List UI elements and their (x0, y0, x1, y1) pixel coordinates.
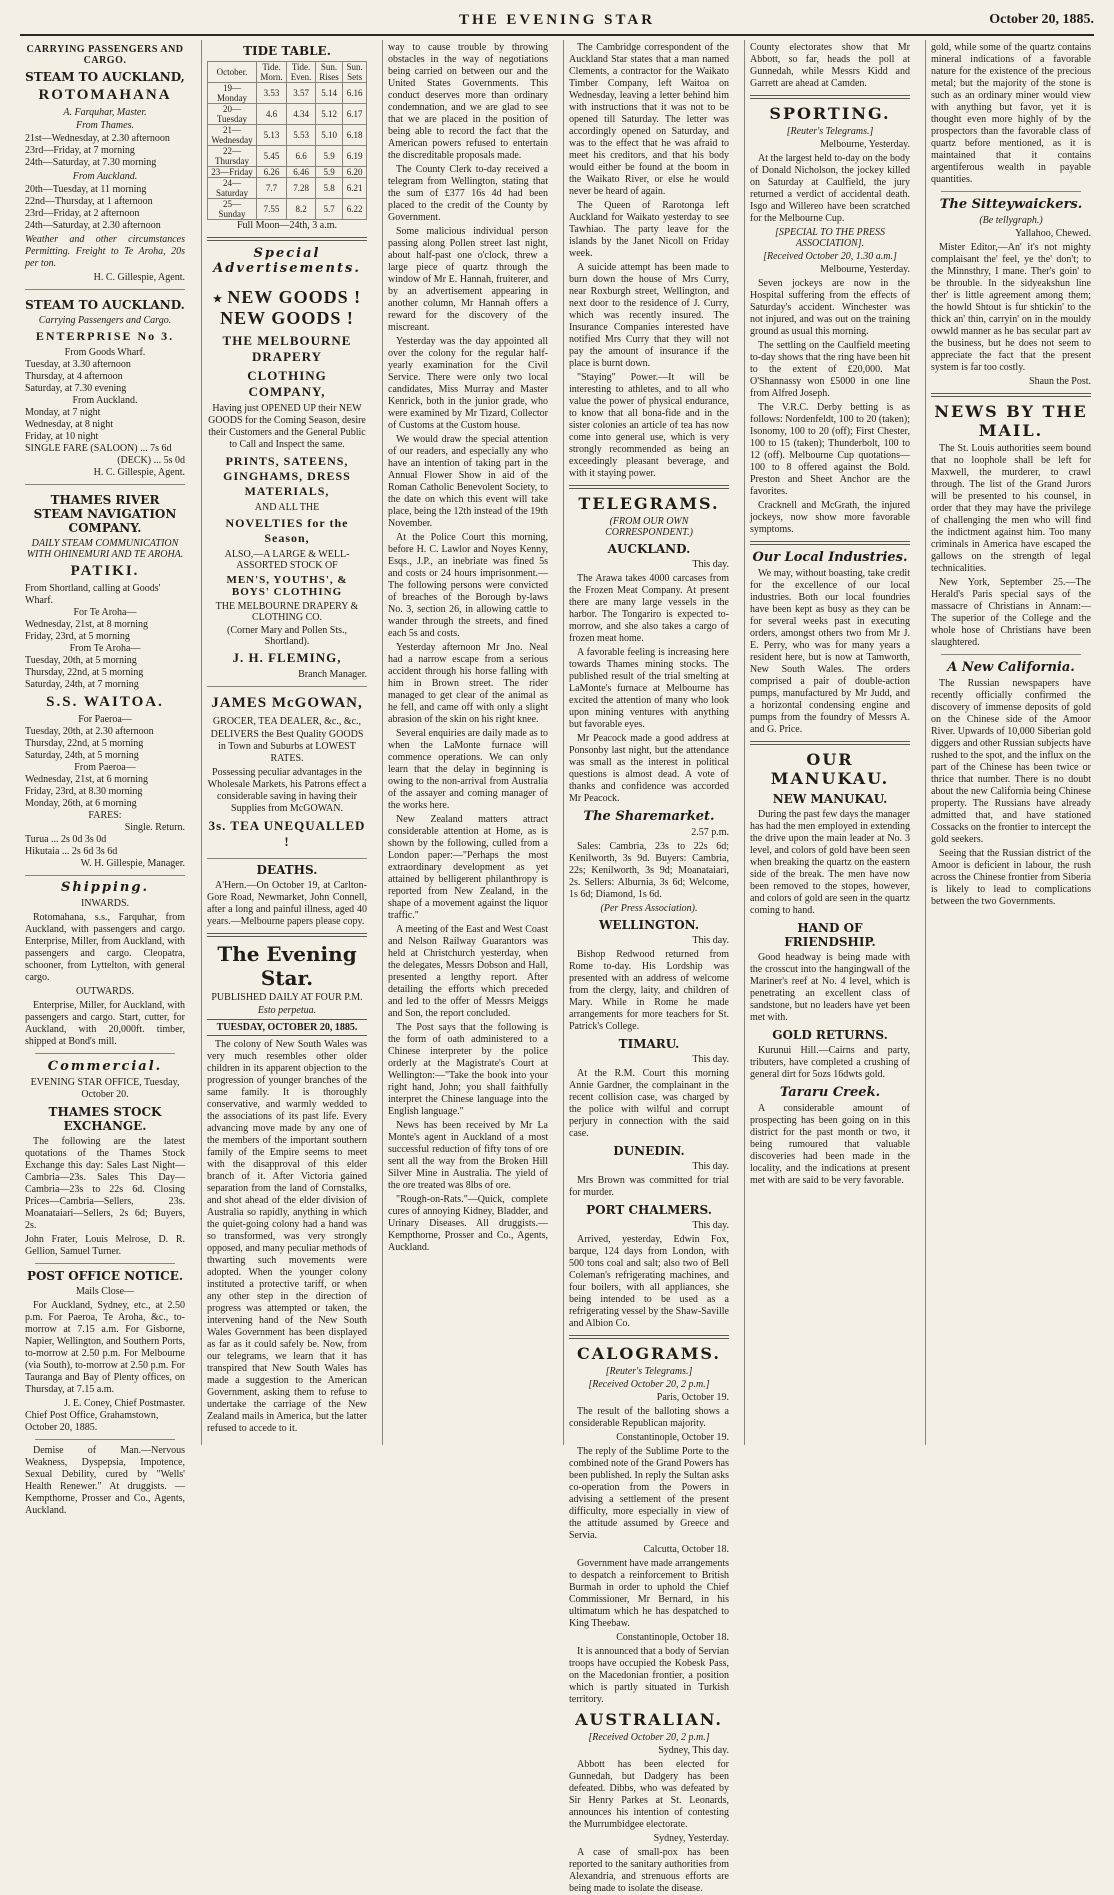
schedule-line: Tuesday, at 3.30 afternoon (25, 359, 131, 370)
grocer-trade: GROCER, TEA DEALER, &c., &c., (212, 716, 362, 727)
goods-list: PRINTS, SATEENS, GINGHAMS, DRESS MATERIALS, (223, 454, 351, 498)
article-paragraph: The Post says that the following is the form of oath administered to a Chinese interpreter by the police orderly at the Magistrate's Court at Wellington:—"Take the book into your right hand, John; you shall faithfully interpret the Chinese language into the English language." (388, 1022, 548, 1117)
double-rule (931, 393, 1091, 397)
sharemarket-head: The Sharemarket. (583, 809, 715, 824)
article-paragraph: We would draw the special attention of our readers, and especially any who have an intention of taking part in the Annual Flower Show in aid of the Roman Catholic Benevolent Society, to the date on which this event will take place, being the 12th instead of the 19th November. (388, 434, 548, 529)
shipping-head: Shipping. (61, 880, 149, 895)
tide-table-head: TIDE TABLE. (243, 44, 331, 58)
sitteywaickers-head: The Sitteywaickers. (939, 197, 1083, 212)
new-california-head: A New California. (947, 660, 1075, 675)
grocer-text-2: Possessing peculiar advantages in the Wholesale Markets, his Patrons effect a considerable saving in having their Supplies from McGOWAN. (207, 767, 367, 814)
calograms-sub: [Reuter's Telegrams.] (605, 1366, 693, 1377)
place-head: WELLINGTON. (598, 918, 700, 932)
schedule-line: Thursday, at 4 afternoon (25, 371, 123, 382)
schedule-line: Wednesday, at 8 night (25, 419, 113, 430)
table-cell: 5.9 (315, 167, 342, 178)
table-cell: 20—Tuesday (208, 104, 257, 125)
dateline: This day. (692, 1161, 729, 1172)
novelties-line: NOVELTIES for the Season, (225, 516, 349, 545)
table-cell: 5.12 (315, 104, 342, 125)
tararu-head: Tararu Creek. (779, 1085, 881, 1100)
article-paragraph: County electorates show that Mr Abbott, so far, heads the poll at Gunnedah, while Messrs Kidd and Garrett are ahead at Camden. (750, 42, 910, 89)
fares-head: FARES: (88, 810, 122, 821)
special-corr: [SPECIAL TO THE PRESS ASSOCIATION]. (775, 227, 885, 249)
masthead-date: October 20, 1885. (989, 12, 1094, 27)
article-paragraph: Several enquiries are daily made as to when the LaMonte furnace will commence operations. We can only learn that the delay in beginning is owing to the non-arrival from Australia of the assayer and coming manager of the works here. (388, 728, 548, 811)
hand-of-friendship-head: HAND OF FRIENDSHIP. (784, 921, 876, 949)
dateline: This day. (692, 935, 729, 946)
table-cell: 6.21 (343, 178, 367, 199)
schedule-line: Saturday, 24th, at 7 morning (25, 679, 139, 690)
melbourne-drapery-ad (207, 279, 367, 687)
table-cell: 3.53 (256, 83, 286, 104)
calograms-head: CALOGRAMS. (577, 1344, 721, 1363)
column-3 (382, 40, 553, 1445)
fare-line: Turua ... 2s 0d 3s 0d (25, 834, 107, 845)
ad-signature: H. C. Gillespie, Agent. (93, 467, 185, 478)
article-paragraph: Seven jockeys are now in the Hospital suffering from the effects of Saturday's accident. Winchester was not injured, and was out on the training ground as usual this morning. (750, 278, 910, 337)
schedule-line: 23rd—Friday, at 7 morning (25, 145, 135, 156)
mcgowan-ad (207, 687, 367, 859)
leader-text: The colony of New South Wales was very much resembles other older children in its apparent objection to the progression of younger branches of the same family. It is thoroughly conservative, and warmly wedded to the associations of its past life. Every advancing move made by any one of the members of the important southern family of the Empire seems to meet with the disapproval of this elder branch of it. After Victoria gained separation from the land of Cornstalks, and shot ahead of the elder division of Australia so rapidly, anything in which the quiet-going colony had a hand was so transformed, was very strongly opposed, and many peculiar methods of thwarting such movements were adopted. When the younger colony instituted a protective tariff, or when any other step in the direction of progress was attempted or taken, the intervening hand of the New South Wales Government has been displayed as far as it could safely be. Now, from our telegrams, we learn that it has transpired that New South Wales has made a suggestion to the American Government, asking them to refuse to undertake the carriage of the New Zealand mails in America, but the latter refused to accede to it. (207, 1039, 367, 1434)
double-rule (750, 741, 910, 745)
sporting-sub: [Reuter's Telegrams.] (786, 126, 874, 137)
divider (35, 1263, 175, 1264)
grocer-text: DELIVERS the Best Quality GOODS in Town and Suburbs at LOWEST RATES. (210, 729, 364, 764)
ad-note: Weather and other circumstances Permitting. Freight to Te Aroha, 20s per ton. (25, 234, 185, 269)
article-paragraph: A meeting of the East and West Coast and Nelson Railway Guarantors was held at Christchurch yesterday, when the delegates, Messrs Dobson and Hall, presented a lengthy report. After detailing the efforts which preceded and led to the offer of Messrs Meiggs and Son, the report concluded. (388, 924, 548, 1019)
dateline: Paris, October 19. (656, 1392, 729, 1403)
table-cell: 25—Sunday (208, 199, 257, 220)
dateline: Melbourne, Yesterday. (820, 264, 910, 275)
article-paragraph: Government have made arrangements to despatch a reinforcement to British Burmah in order to uphold the Chief Commissioner, Mr Bernard, in his ultimatum which he has despatched to King Theebaw. (569, 1558, 729, 1629)
schedule-line: From Te Aroha— (69, 643, 141, 654)
table-row (208, 146, 367, 167)
new-goods-heading (207, 287, 367, 329)
article-paragraph: The reply of the Sublime Porte to the combined note of the Grand Powers has been published. In reply the Sultan asks co-operation from the Powers in advising a settlement of the present difficulty, more especially in view of the attitude assumed by Greece and Servia. (569, 1446, 729, 1541)
place-head: TIMARU. (618, 1037, 680, 1051)
outwards-head: OUTWARDS. (75, 986, 135, 997)
schedule-line: Saturday, at 7.30 evening (25, 383, 127, 394)
article-paragraph: The County Clerk to-day received a telegram from Wellington, stating that the sum of £377 16s 4d had been placed to the credit of the County by Government. (388, 164, 548, 223)
dateline: Melbourne, Yesterday. (820, 139, 910, 150)
post-office-date: Chief Post Office, Grahamstown, October 20, 1885. (25, 1410, 159, 1433)
table-row (208, 199, 367, 220)
article-paragraph: At the largest held to-day on the body of Donald Nicholson, the jockey killed on Saturday at Caulfield, the jury returned a verdict of accidental death. Isgo and Willereo have been scratched for the Melbourne Cup. (750, 153, 910, 224)
table-cell: 5.53 (287, 125, 316, 146)
bottom-ad: Demise of Man.—Nervous Weakness, Dyspepsia, Impotence, Sexual Debility, cured by "Wells' Health Renewer." At druggists. —Kempthorne, Prosser and Co., Agents, Auckland. (25, 1445, 185, 1516)
article-signature: Shaun the Post. (1029, 376, 1091, 387)
table-cell: 7.28 (287, 178, 316, 199)
schedule-line: 20th—Tuesday, at 11 morning (25, 184, 147, 195)
manager-title: Branch Manager. (298, 669, 367, 680)
sporting-head: SPORTING. (769, 104, 891, 123)
leader-date: TUESDAY, OCTOBER 20, 1885. (207, 1019, 367, 1036)
schedule-line: Friday, 23rd, at 5 morning (25, 631, 130, 642)
table-cell: 6.6 (287, 146, 316, 167)
manukau-sub: NEW MANUKAU. (772, 792, 888, 806)
masthead (20, 10, 1094, 36)
article-paragraph: A case of small-pox has been reported to the sanitary authorities from Alexandria, and strenuous efforts are being made to isolate the disease. (569, 1847, 729, 1894)
article-paragraph: Arrived, yesterday, Edwin Fox, barque, 124 days from London, with 500 tons coal and salt; also two of Bell Coleman's refrigerating machines, and four boilers, with all appliances, she being intended to be used as a refrigerating vessel by the Shaw-Saville and Albion Co. (569, 1234, 729, 1329)
special-ads-head: Special Advertisements. (213, 246, 361, 276)
table-cell: 4.34 (287, 104, 316, 125)
dateline: Sydney, This day. (658, 1745, 729, 1756)
exchange-sign: John Frater, Louis Melrose, D. R. Gellion, Samuel Turner. (25, 1234, 185, 1257)
paper-sub: PUBLISHED DAILY AT FOUR P.M. (211, 992, 363, 1003)
commercial-office: EVENING STAR OFFICE, Tuesday, October 20. (30, 1077, 180, 1100)
table-cell: 7.7 (256, 178, 286, 199)
fare-line: SINGLE FARE (SALOON) ... 7s 6d (25, 443, 172, 454)
ad-head: STEAM TO AUCKLAND, (25, 70, 185, 84)
inwards-text: Rotomahana, s.s., Farquhar, from Auckland, with passengers and cargo. Enterprise, Miller, from Auckland, with passengers and cargo. Cleopatra, schooner, from Lyttelton, with general cargo. (25, 912, 185, 983)
table-cell: 22—Thursday (208, 146, 257, 167)
australian-head: AUSTRALIAN. (575, 1710, 723, 1729)
ad-head: STEAM TO AUCKLAND. (25, 298, 185, 312)
divider (35, 1053, 175, 1054)
firm-name-2: CLOTHING COMPANY, (247, 368, 327, 399)
article-paragraph: Good headway is being made with the crosscut into the hangingwall of the Mariner's reef at No. 4 level, which is penetrating an excellent class of sandstone, but no leaders have yet been met with. (750, 952, 910, 1023)
article-paragraph: Seeing that the Russian district of the Amoor is deficient in labour, the rush across the Chinese frontier from Siberia is likely to lead to complications between the two Governments. (931, 848, 1091, 907)
table-header: Sun. Rises (315, 62, 342, 83)
double-rule (569, 485, 729, 489)
column-5 (744, 40, 915, 1445)
manager-name: J. H. FLEMING, (232, 650, 342, 665)
manukau-head: OUR MANUKAU. (770, 750, 890, 788)
article-paragraph: A considerable amount of prospecting has been going on in this district for the past month or two, it being rumoured that valuable discoveries had been made in the locality, and the indications at present met with are said to be very favorable. (750, 1103, 910, 1186)
post-office-head: POST OFFICE NOTICE. (26, 1269, 184, 1283)
table-cell: 4.6 (256, 104, 286, 125)
article-paragraph: News has been received by Mr La Monte's agent in Auckland of a most successful reduction of fifty tons of ore sent all the way from the Broken Hill Silver Mine in Australia. The yield of the ore treated was 8lbs of ore. (388, 1120, 548, 1191)
telegrams-head: TELEGRAMS. (578, 494, 720, 513)
table-cell: 8.2 (287, 199, 316, 220)
schedule-line: 24th—Saturday, at 7.30 morning (25, 157, 157, 168)
table-cell: 5.13 (256, 125, 286, 146)
table-cell: 24—Saturday (208, 178, 257, 199)
schedule-line: Tuesday, 20th, at 2.30 afternoon (25, 726, 154, 737)
table-cell: 21—Wednesday (208, 125, 257, 146)
firm-name: THE MELBOURNE DRAPERY (222, 333, 352, 364)
table-cell: 6.16 (343, 83, 367, 104)
grocer-name: JAMES McGOWAN, (211, 695, 363, 711)
schedule-line: From Auckland. (72, 395, 138, 406)
article-paragraph: A suicide attempt has been made to burn down the house of Mrs Curry, near Roxburgh street, Wellington, and next door to the residence of J. Curry, which was recently insured. The Insurance Companies interested have notified Mrs Curry that they will not pay the amount of insurance if the place is burnt down. (569, 262, 729, 369)
article-paragraph: "Rough-on-Rats."—Quick, complete cures of annoying Kidney, Bladder, and Urinary Diseases. All druggists.—Kempthorne, Prosser and Co., Agents, Auckland. (388, 1194, 548, 1253)
schedule-line: Friday, 23rd, at 8.30 morning (25, 786, 143, 797)
ship-master: A. Farquhar, Master. (63, 107, 147, 118)
table-cell: 5.7 (315, 199, 342, 220)
paper-motto: Esto perpetua. (257, 1005, 317, 1016)
river-navigation-ad (25, 485, 185, 876)
column-4 (563, 40, 734, 1894)
from-label: From Thames. (76, 120, 134, 131)
ad-head: THAMES RIVER STEAM NAVIGATION COMPANY. (33, 493, 177, 535)
schedule-line: Friday, at 10 night (25, 431, 99, 442)
dateline: 2.57 p.m. (691, 827, 729, 838)
article-paragraph: New York, September 25.—The Herald's Paris special says of the massacre of Christians in Annam:—The superior of the College and the whole hose of Christians have been slaughtered. (931, 577, 1091, 648)
article-paragraph: The Queen of Rarotonga left Auckland for Waikato yesterday to see Tawhiao. The party leave for the islands by the Janet Nicoll on Friday week. (569, 200, 729, 259)
ship-name: S.S. WAITOA. (46, 694, 164, 710)
column-6 (925, 40, 1096, 1445)
table-row (208, 167, 367, 178)
article-paragraph: Kurunui Hill.—Cairns and party, tributers, have completed a crushing of general dirt for 5ozs 16dwts gold. (750, 1045, 910, 1080)
article-paragraph: gold, while some of the quartz contains mineral indications of a favorable nature for the existence of the precious metal; but the majority of the stone is such as an ordinary miner would view with anything but favor, yet it is thought even more highly of by the prospectors than the favorable class of quartz before mentioned, as it is maintained that it contains argentiferous wealth in payable quantities. (931, 42, 1091, 185)
dateline: Constantinople, October 19. (616, 1432, 729, 1443)
article-paragraph: The Cambridge correspondent of the Auckland Star states that a man named Clements, a contractor for the Waikato Timber Company, left Waitoa on Wednesday, leaving a letter behind him with instructions that it was not to be opened till Saturday. The letter was accordingly opened on Saturday, and was to the effect that he was afraid to meet his creditors, and that his body would either be found at the boom in the Waikato River, or else he would never be heard of again. (569, 42, 729, 197)
table-header: October. (208, 62, 257, 83)
fare-line: Single. Return. (124, 822, 185, 833)
article-paragraph: A favorable feeling is increasing here towards Thames mining stocks. The published result of the trial smelting at LaMonte's furnace at Melbourne has excited the attention of many who look upon mining ventures with anything but favorable eyes. (569, 647, 729, 730)
dateline: This day. (692, 559, 729, 570)
ad-sub: DAILY STEAM COMMUNICATION WITH OHINEMURI AND TE AROHA. (26, 538, 184, 560)
commercial-head: Commercial. (47, 1059, 163, 1074)
article-paragraph: The Arawa takes 4000 carcases from the Frozen Meat Company. At present there are many large vessels in the harbor. The Tongariro is expected to-morrow, and she also takes a cargo of frozen meat home. (569, 573, 729, 644)
table-cell: 23—Friday (208, 167, 257, 178)
double-rule (750, 541, 910, 545)
exchange-text: The following are the latest quotations of the Thames Stock Exchange this day: Sales Last Night—Cambria—23s. Sales This Day—Cambria—23s to 22s 6d. Closing Prices—Cambria—Sellers, 23s. Moanataiari—Sellers, 2s 6d; Buyers, 2s. (25, 1136, 185, 1231)
ship-name: PATIKI. (70, 563, 140, 579)
ad-signature: H. C. Gillespie, Agent. (93, 272, 185, 283)
table-header: Tide. Morn. (256, 62, 286, 83)
steam-ad-enterprise (25, 290, 185, 485)
column-1 (20, 40, 190, 1516)
article-paragraph: The result of the balloting shows a considerable Republican majority. (569, 1406, 729, 1429)
column-2 (201, 40, 372, 1445)
paper-name: The Evening Star. (217, 942, 357, 990)
table-cell: 7.55 (256, 199, 286, 220)
schedule-line: Wednesday, 21st, at 8 morning (25, 619, 148, 630)
article-paragraph: The St. Louis authorities seem bound that no loophole shall be left for Maxwell, the murderer, to crawl through. The list of the Grand Jurors will be presented to his counsel, in order that they may have the privilege of challenging the men who will find the indictment against him. Too many criminals in America have escaped the gallows on the strength of legal technicalities. (931, 443, 1091, 574)
schedule-line: Monday, at 7 night (25, 407, 101, 418)
table-cell: 5.10 (315, 125, 342, 146)
table-header: Tide. Even. (287, 62, 316, 83)
also-line: ALSO,—A LARGE & WELL-ASSORTED STOCK OF (224, 549, 350, 571)
article-paragraph: Some malicious individual person passing along Pollen street last night, about half-past one o'clock, threw a large piece of quartz through the window of Mr E. Hannah, fruiterer, and by an advertisement appearing in another column, Mr Hannah offers a reward for the discovery of the miscreant. (388, 226, 548, 333)
double-rule (569, 1335, 729, 1339)
columns (20, 40, 1094, 1894)
ad-signature: W. H. Gillespie, Manager. (80, 858, 185, 869)
dateline: Yallahoo, Chewed. (1015, 228, 1091, 239)
outwards-text: Enterprise, Miller, for Auckland, with passengers and cargo. Start, cutter, for Auckland, with 20,000ft. timber, shipped at Bond's mill. (25, 1000, 185, 1047)
schedule-line: For Te Aroha— (73, 607, 137, 618)
dateline: Calcutta, October 18. (643, 1544, 729, 1555)
article-paragraph: "Staying" Power.—It will be interesting to athletes, and to all who value the power of physical endurance, to know that all bona-fide and in the sister colonies an article of tea has now come into general use, which is very strongly recommended as being an exceedingly pleasant beverage, and with it staying power. (569, 372, 729, 479)
masthead-title: THE EVENING STAR (458, 12, 656, 28)
schedule-line: 22nd—Thursday, at 1 afternoon (25, 196, 153, 207)
dateline: Sydney, Yesterday. (653, 1833, 729, 1844)
schedule-line: For Paeroa— (78, 714, 132, 725)
table-cell: 6.20 (343, 167, 367, 178)
table-cell: 6.22 (343, 199, 367, 220)
table-cell: 5.45 (256, 146, 286, 167)
article-paragraph: During the past few days the manager has had the men employed in extending the drive upon the main leader at No. 3 level, and colors of gold have been seen when breaking the quartz on the eastern side of the break. The men have now been removed to the stopes, however, and colors of gold are seen in the quartz coming to hand. (750, 809, 910, 916)
new-goods-text: NEW GOODS ! NEW GOODS ! (220, 287, 362, 328)
ship-name: ENTERPRISE No 3. (35, 329, 175, 343)
post-office-text: For Auckland, Sydney, etc., at 2.50 p.m. For Paeroa, Te Aroha, &c., to-morrow at 7.15 a.m. For Gisborne, Napier, Wellington, and Southern Ports, to-morrow at 2.50 p.m. For Melbourne (via South), to-morrow at 2.50 p.m. For Tauranga and Bay of Plenty offices, on Thursday, at 7.15 a.m. (25, 1300, 185, 1395)
dateline: This day. (692, 1054, 729, 1065)
article-paragraph: Yesterday was the day appointed all over the colony for the regular half-yearly examination for the Civil Service. There were only two local candidates, Miss Murray and Master Kenrick, both in the junior grade, who were examined by Mr Tizard, Collector of Customs at the Custom house. (388, 336, 548, 431)
star-icon (213, 294, 222, 303)
table-cell: 5.9 (315, 146, 342, 167)
schedule-line: From Goods Wharf. (64, 347, 146, 358)
tide-foot: Full Moon—24th, 3 a.m. (236, 220, 337, 231)
divider (941, 191, 1081, 192)
article-paragraph: We may, without boasting, take credit for the excellence of our local industries. Both our local foundries have been kept as busy as they can be for several weeks past in executing orders, amongst others two from Mr J. E. Perry, who was for many years a resident here, but is now at Tamworth, New South Wales. The orders comprised a pair of double-action pumps, manufactured by Mr Judd, and a horizontal condensing engine and pumps from the foundry of Messrs A. and G. Price. (750, 568, 910, 735)
article-paragraph: New Zealand matters attract considerable attention at Home, as is shown by the following, culled from a London paper:—"Perhaps the most extraordinary development as yet attained by belligerent philanthropy is reported from New Zealand, in the shape of a movement against the liquor traffic." (388, 814, 548, 921)
steam-ad-rotomahana (25, 40, 185, 290)
divider (35, 1439, 175, 1440)
post-office-sub: Mails Close— (75, 1286, 135, 1297)
fare-line: (DECK) ... 5s 0d (117, 455, 185, 466)
schedule-line: 21st—Wednesday, at 2.30 afternoon (25, 133, 170, 144)
table-cell: 19—Monday (208, 83, 257, 104)
gold-returns-head: GOLD RETURNS. (772, 1028, 888, 1042)
double-rule (750, 95, 910, 99)
ad-and-all: AND ALL THE (254, 502, 320, 513)
table-cell: 6.18 (343, 125, 367, 146)
article-paragraph: Sales: Cambria, 23s to 22s 6d; Kenilworth, 3s 9d. Buyers: Cambria, 22s; Kenilworth, 3s 9d; Moanataiari, 2s. Sellers: Alburnia, 3s 6d; Welcome, 1s 6d; Diamond, 1s 6d. (569, 841, 729, 900)
dateline: Constantinople, October 18. (616, 1632, 729, 1643)
dateline: This day. (692, 1220, 729, 1231)
schedule-line: Saturday, 24th, at 5 morning (25, 750, 139, 761)
place-head: AUCKLAND. (607, 542, 691, 556)
schedule-line: 24th—Saturday, at 2.30 afternoon (25, 220, 161, 231)
table-cell: 3.57 (287, 83, 316, 104)
ad-text: Having just OPENED UP their NEW GOODS for the Coming Season, desire their Customers and the General Public to Call and Inspect the same. (208, 403, 366, 450)
received-line: [Received October 20, 2 p.m.] (588, 1379, 710, 1390)
received-line: [Received October 20, 2 p.m.] (588, 1732, 710, 1743)
schedule-line: Wednesday, 21st, at 6 morning (25, 774, 148, 785)
deaths-text: A'Hern.—On October 19, at Carlton-Gore Road, Newmarket, John Connell, after a long and painful illness, aged 40 years.—Melbourne papers please copy. (207, 880, 367, 927)
schedule-line: From Shortland, calling at Goods' Wharf. (25, 583, 161, 606)
schedule-line: Thursday, 22nd, at 5 morning (25, 738, 144, 749)
table-cell: 6.17 (343, 104, 367, 125)
deaths-head: DEATHS. (256, 863, 318, 877)
table-row (208, 62, 367, 83)
table-row (208, 83, 367, 104)
firm-address: (Corner Mary and Pollen Sts., Shortland). (227, 625, 347, 647)
table-row (208, 178, 367, 199)
local-industries-head: Our Local Industries. (752, 550, 908, 565)
article-paragraph: Abbott has been elected for Gunnedah, but Dadgery has been defeated. Dibbs, who was defeated by Sir Henry Parkes at St. Leonards, announces his intention of contesting the Murrumbidgee electorate. (569, 1759, 729, 1830)
post-office-sign: J. E. Coney, Chief Postmaster. (63, 1398, 185, 1409)
telegrams-sub: (FROM OUR OWN CORRESPONDENT.) (605, 516, 693, 538)
inwards-head: INWARDS. (80, 898, 130, 909)
ad-sub: Carrying Passengers and Cargo. (38, 315, 172, 326)
article-paragraph: The Russian newspapers have recently officially confirmed the discovery of immense deposits of gold on the Chinese side of the Amoor River. Upwards of 10,000 Siberian gold diggers and other Russian subjects have rushed to the spot, and the influx on the part of the Chinese has been twice or thrice that number. There is no doubt about the new California being Chinese property. The Russians have already admitted that, and have stationed Cossacks on the frontier to intercept the gold seekers. (931, 678, 1091, 845)
article-paragraph: The V.R.C. Derby betting is as follows: Nordenfeldt, 100 to 20 (taken); Isonomy, 100 to 20 (off); First Chester, 100 to 15 (taken); Thunderbolt, 100 to 12 (off). Melbourne Cup quotations—100 to 8 offered against the Bold. Preston and Sheet Anchor are the favorites. (750, 402, 910, 497)
article-paragraph: Mrs Brown was committed for trial for murder. (569, 1175, 729, 1198)
table-cell: 6.46 (287, 167, 316, 178)
from-label: From Auckland. (72, 171, 138, 182)
table-cell: 5.8 (315, 178, 342, 199)
fare-line: Hikutaia ... 2s 6d 3s 6d (25, 846, 118, 857)
article-paragraph: Yesterday afternoon Mr Jno. Neal had a narrow escape from a serious accident through his horse falling with him in Brown street. The rider managed to get clear of the animal as he fell, and came off with only a slight abrasion of the skin on his right knee. (388, 642, 548, 725)
clothing-line: MEN'S, YOUTHS', & BOYS' CLOTHING (226, 574, 348, 598)
firm-name-3: THE MELBOURNE DRAPERY & CLOTHING CO. (215, 601, 359, 623)
table-row (208, 125, 367, 146)
schedule-line: Monday, 26th, at 6 morning (25, 798, 137, 809)
received-line: [Received October 20, 1.30 a.m.] (763, 251, 897, 262)
double-rule (207, 237, 367, 241)
exchange-head: THAMES STOCK EXCHANGE. (48, 1105, 162, 1133)
schedule-line: From Paeroa— (74, 762, 136, 773)
article-paragraph: At the Police Court this morning, before H. C. Lawlor and Noyes Kenny, Esqs., J.P., an inebriate was fined 5s and costs or 24 hours imprisonment.—The following persons were convicted of breaches of the Borough by-laws No. 3, section 26, in allowing cattle to wander through the streets, and fined each 5s and costs. (388, 532, 548, 639)
table-cell: 5.14 (315, 83, 342, 104)
article-paragraph: Mr Peacock made a good address at Ponsonby last night, but the attendance was small as the interest in political questions is almost dead. A vote of thanks and confidence was accorded Mr Peacock. (569, 733, 729, 804)
article-paragraph: Cracknell and McGrath, the injured jockeys, now show more favorable symptoms. (750, 500, 910, 535)
schedule-line: 23rd—Friday, at 2 afternoon (25, 208, 140, 219)
place-head: PORT CHALMERS. (586, 1203, 712, 1217)
schedule-line: Thursday, 22nd, at 5 morning (25, 667, 144, 678)
table-cell: 6.26 (256, 167, 286, 178)
article-paragraph: Mister Editor,—An' it's not mighty complaisant the' feel, ye the' don't; to the Minnsthry, I mane. Ther's goin' to be throuble. In the sidyeakshun line ther' is little agreement among them; the howld Shtout is fur shtickin' to the thick an' thin, carryin' on in the mouldy owwld manner as he bas secular part av the business, but he does not seem to appreciate the fact that the present system is far too costly. (931, 242, 1091, 373)
article-paragraph: way to cause trouble by throwing obstacles in the way of negotiations being carried on between our and the United States Governments. This conduct deserves more than ordinary condemnation, and we are glad to see that we are placed in the position of being able to record the fact that the American powers refused to entertain the discreditable proposals made. (388, 42, 548, 161)
article-paragraph: The settling on the Caulfield meeting to-day shows that the ring have been hit to the extent of £20,000. Mat O'Shannassy won £5000 in one line from Alfred Joseph. (750, 340, 910, 399)
table-row (208, 104, 367, 125)
article-paragraph: At the R.M. Court this morning Annie Gardner, the complainant in the recent collision case, was charged by the police with wilful and corrupt perjury in connection with the said case. (569, 1068, 729, 1139)
press-association: (Per Press Association). (600, 903, 698, 914)
tea-line: 3s. TEA UNEQUALLED ! (208, 818, 366, 849)
schedule-line: Tuesday, 20th, at 5 morning (25, 655, 137, 666)
ship-name: ROTOMAHANA (38, 87, 172, 103)
table-header: Sun. Sets (343, 62, 367, 83)
article-paragraph: It is announced that a body of Servian troops have occupied the Kobesk Pass, on the Macedonian frontier, a position which is partly situated in Turkish territory. (569, 1646, 729, 1705)
tide-table (207, 61, 367, 220)
double-rule (207, 933, 367, 937)
divider (941, 654, 1081, 655)
place-head: DUNEDIN. (613, 1144, 685, 1158)
section-top-head: CARRYING PASSENGERS AND CARGO. (26, 44, 184, 66)
article-paragraph: Bishop Redwood returned from Rome to-day. His Lordship was presented with an address of welcome from the clergy, laity, and children of Mary. While in Rome he made arrangements for more teachers for St. Patrick's College. (569, 949, 729, 1032)
table-cell: 6.19 (343, 146, 367, 167)
sitteywaickers-by: (Be tellygraph.) (979, 215, 1043, 226)
news-by-mail-head: NEWS BY THE MAIL. (934, 402, 1088, 440)
